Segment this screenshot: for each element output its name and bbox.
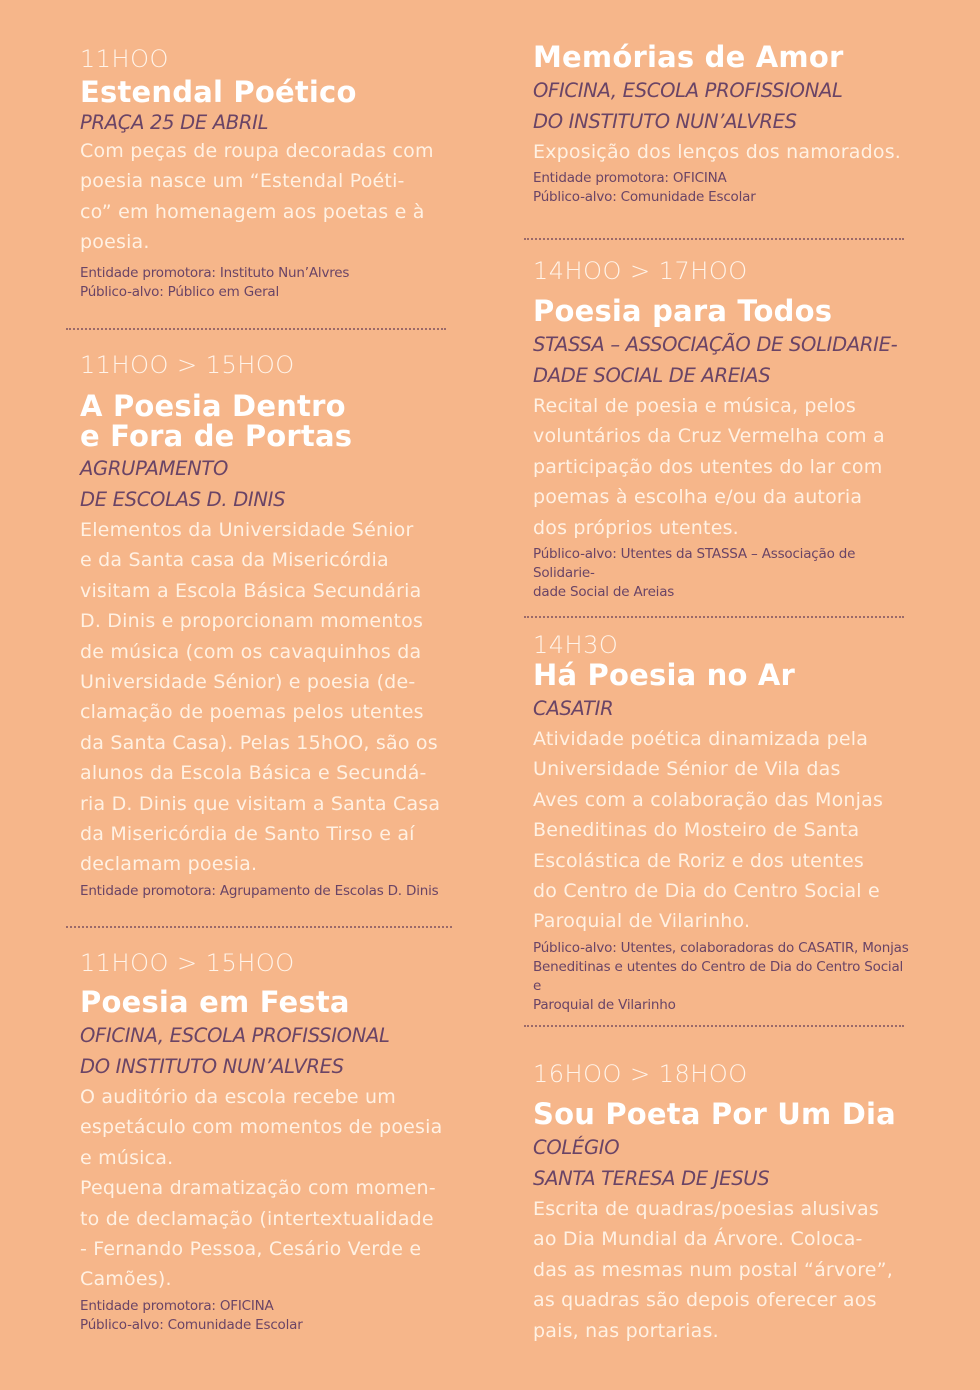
event-organiser: COLÉGIO SANTA TERESA DE JESUS — [533, 1136, 770, 1190]
event-description: O auditório da escola recebe um espetáculo com momentos de poesia e música. Pequena dramatização com momen- to de declamação (intertextualidade - Fernando Pessoa, Cesário Verde e Camões). — [80, 1086, 443, 1291]
audience: Público-alvo: Utentes, colaboradoras do CASATIR, Monjas — [533, 939, 909, 956]
event-time: 11HOO > 15HOO — [80, 351, 295, 379]
event-title: Poesia em Festa — [80, 985, 350, 1019]
event-description: Com peças de roupa decoradas com poesia nasce um “Estendal Poéti- co” em homenagem aos poetas e à poesia. — [80, 140, 434, 254]
dotted-divider — [524, 1025, 904, 1027]
promoter: Entidade promotora: OFICINA — [533, 170, 727, 187]
promoter: Entidade promotora: OFICINA — [80, 1297, 274, 1314]
event-description: Elementos da Universidade Sénior e da Santa casa da Misericórdia visitam a Escola Básica Secundária D. Dinis e proporcionam momentos de música (com os cavaquinhos da Universidade Sénior) e poesia (de- clamação de poemas pelos utentes da Santa Casa). Pelas 15hOO, são os alunos da Escola Básica e Secundá- ria D. Dinis que visitam a Santa Casa da Misericórdia de Santo Tirso e aí declamam poesia. — [80, 519, 441, 876]
event-title: Estendal Poético — [80, 75, 357, 109]
audience: Público-alvo: Comunidade Escolar — [533, 189, 756, 206]
event-memorias-de-amor — [533, 42, 913, 207]
event-time: 14HOO > 17HOO — [533, 257, 748, 285]
event-sou-poeta-por-um-dia — [533, 1059, 913, 1346]
dotted-divider — [66, 926, 452, 928]
event-organiser: AGRUPAMENTO DE ESCOLAS D. DINIS — [80, 457, 286, 511]
event-poesia-para-todos — [533, 256, 913, 602]
promoter: Entidade promotora: Agrupamento de Escolas D. Dinis — [80, 882, 439, 899]
audience: Público-alvo: Utentes da STASSA – Associação de Solidarie- — [533, 546, 856, 582]
event-meta — [533, 169, 913, 207]
event-title: A Poesia Dentro e Fora de Portas — [80, 389, 353, 453]
event-meta: Público-alvo: Utentes da STASSA – Associação de Solidarie- dade Social de Areias — [533, 545, 913, 602]
event-time: 16HOO > 18HOO — [533, 1060, 748, 1088]
event-title: Memórias de Amor — [533, 40, 844, 74]
event-title: Sou Poeta Por Um Dia — [533, 1097, 896, 1131]
event-description: Escrita de quadras/poesias alusivas ao Dia Mundial da Árvore. Coloca- das as mesmas num postal “árvore”, as quadras são depois oferecer aos pais, nas portarias. — [533, 1198, 893, 1342]
event-meta — [80, 1297, 460, 1335]
event-title: Há Poesia no Ar — [533, 658, 796, 692]
dotted-divider — [524, 238, 904, 240]
event-poesia-em-festa — [80, 948, 460, 1335]
event-organiser: CASATIR — [533, 697, 614, 720]
event-location: PRAÇA 25 DE ABRIL — [80, 111, 269, 134]
event-organiser: STASSA – ASSOCIAÇÃO DE SOLIDARIE- DADE SOCIAL DE AREIAS — [533, 333, 898, 387]
promoter: Entidade promotora: Instituto Nun’Alvres — [80, 264, 350, 281]
event-estendal-poetico — [80, 44, 460, 302]
event-organiser: OFICINA, ESCOLA PROFISSIONAL DO INSTITUTO NUN’ALVRES — [533, 79, 843, 133]
audience: Público-alvo: Comunidade Escolar — [80, 1316, 303, 1333]
event-time: 11HOO > 15HOO — [80, 949, 295, 977]
event-meta — [80, 882, 460, 901]
event-description: Recital de poesia e música, pelos voluntários da Cruz Vermelha com a participação dos utentes do lar com poemas à escolha e/ou da autoria dos próprios utentes. — [533, 395, 885, 539]
event-description: Exposição dos lenços dos namorados. — [533, 141, 902, 163]
audience: Público-alvo: Público em Geral — [80, 283, 280, 300]
dotted-divider — [524, 616, 904, 618]
event-time: 14H3O — [533, 631, 619, 659]
event-poesia-dentro-fora — [80, 350, 460, 901]
event-ha-poesia-no-ar — [533, 630, 913, 1015]
event-time: 11HOO — [80, 45, 169, 73]
event-meta — [80, 264, 460, 302]
event-meta: Público-alvo: Utentes, colaboradoras do CASATIR, Monjas Beneditinas e utentes do Centro de Dia do Centro Social e Paroquial de Vilarinho — [533, 939, 913, 1015]
event-organiser: OFICINA, ESCOLA PROFISSIONAL DO INSTITUTO NUN’ALVRES — [80, 1024, 390, 1078]
dotted-divider — [66, 328, 446, 330]
event-title: Poesia para Todos — [533, 294, 833, 328]
event-description: Atividade poética dinamizada pela Universidade Sénior de Vila das Aves com a colaboração das Monjas Beneditinas do Mosteiro de Santa Escolástica de Roriz e dos utentes do Centro de Dia do Centro Social e Paroquial de Vilarinho. — [533, 728, 884, 933]
